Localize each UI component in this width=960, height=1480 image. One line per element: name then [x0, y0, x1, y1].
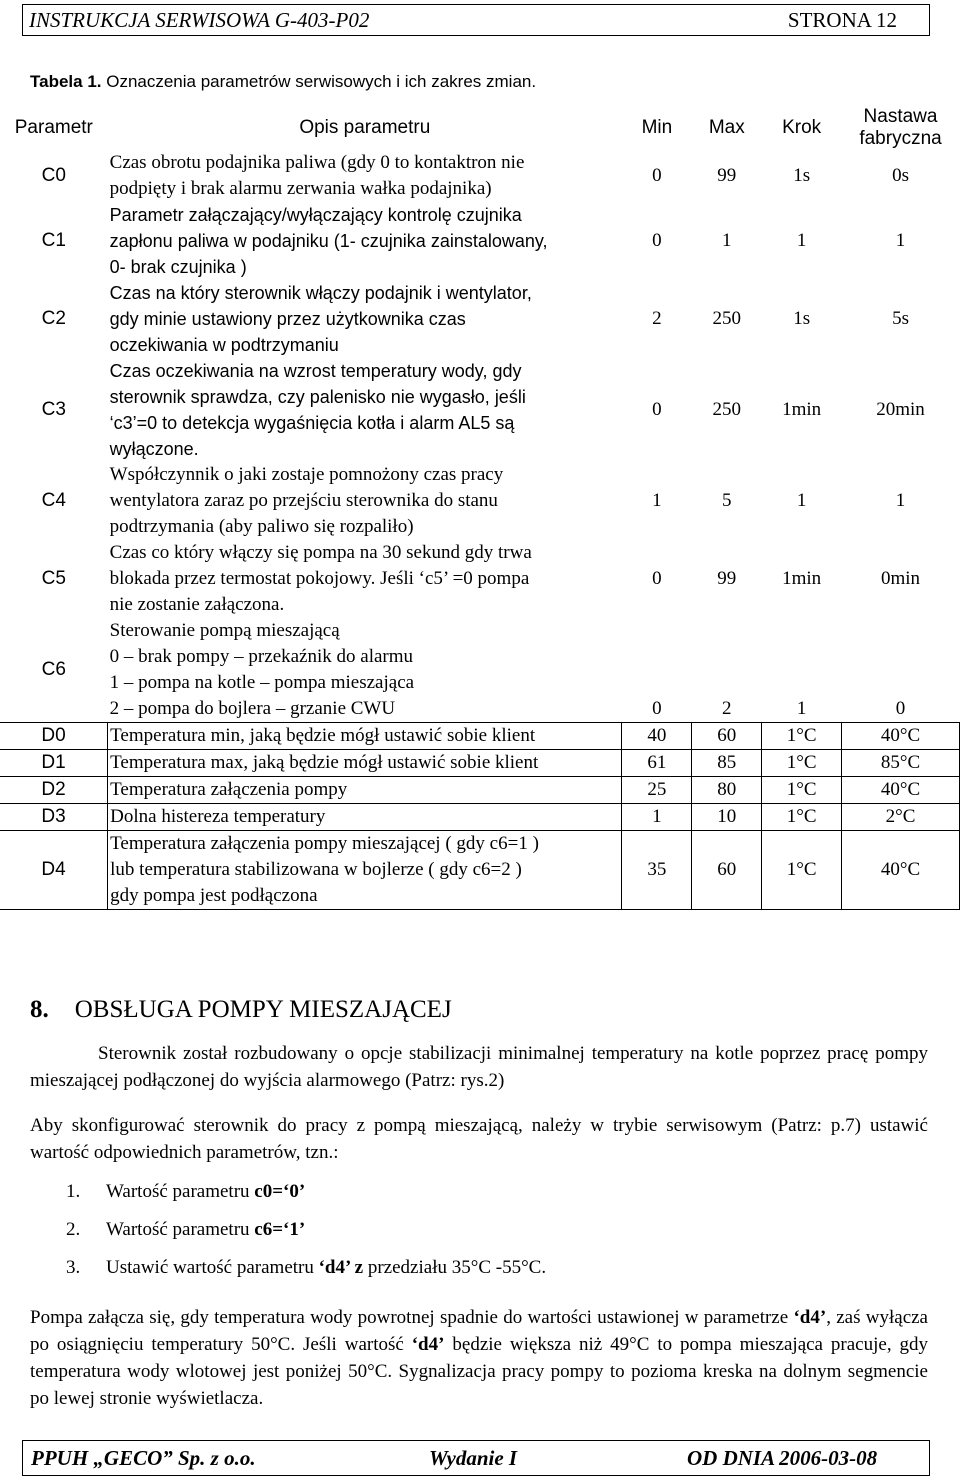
table-row: [0, 280, 960, 358]
param-code: C4: [41, 490, 66, 511]
table-header-row: [0, 106, 960, 150]
param-code: D1: [0, 750, 108, 777]
param-code: D2: [0, 777, 108, 804]
description-line: podtrzymania (aby paliwo się rozpaliło): [109, 516, 414, 537]
param-description: [108, 618, 622, 723]
param-code: D4: [0, 831, 108, 910]
description-line: Czas oczekiwania na wzrost temperatury wody, gdy: [109, 361, 522, 381]
section-title: OBSŁUGA POMPY MIESZAJĄCEJ: [74, 996, 452, 1023]
page-number: STRONA 12: [787, 8, 897, 32]
param-code: C5: [41, 568, 66, 589]
steps-list: [66, 1178, 546, 1292]
description-line: Współczynnik o jaki zostaje pomnożony czas pracy: [109, 464, 504, 485]
step-text: Wartość parametru: [106, 1181, 255, 1202]
param-default: 2°C: [842, 804, 960, 831]
description-line: podpięty i brak alarmu zerwania wałka podajnika): [109, 178, 492, 199]
paragraph-text: Pompa załącza się, gdy temperatura wody powrotnej spadnie do wartości ustawionej w parametrze: [30, 1307, 794, 1328]
description-line: 0- brak czujnika ): [109, 257, 247, 277]
page-footer: [22, 1440, 930, 1476]
parameter-table: [0, 106, 960, 910]
step-index: 2.: [66, 1219, 81, 1240]
description-line: Temperatura min, jaką będzie mógł ustawić sobie klient: [110, 725, 536, 746]
paragraph-pump: [30, 1304, 928, 1412]
param-min: 40: [622, 723, 692, 750]
step-index: 3.: [66, 1257, 81, 1278]
description-line: wyłączone.: [109, 439, 199, 459]
step-value: c0=‘0’: [254, 1181, 306, 1202]
param-step: 1°C: [762, 831, 842, 910]
description-line: ‘c3’=0 to detekcja wygaśnięcia kotła i alarm AL5 są: [109, 413, 515, 433]
table-caption-text: Oznaczenia parametrów serwisowych i ich zakres zmian.: [101, 72, 537, 91]
description-line: zapłonu paliwa w podajniku (1- czujnika zainstalowany,: [109, 231, 548, 251]
param-max: 99: [717, 568, 737, 589]
description-line: 1 – pompa na kotle – pompa mieszająca: [109, 672, 415, 693]
param-default: 0min: [880, 568, 921, 589]
param-default: 1: [895, 490, 906, 511]
table-row: [0, 750, 960, 777]
step-suffix: przedziału 35°C -55°C.: [363, 1257, 547, 1278]
param-step: 1: [796, 490, 807, 511]
header-krok: Krok: [782, 117, 822, 138]
param-code: C2: [41, 308, 66, 329]
param-min: 61: [622, 750, 692, 777]
header-nastawa: Nastawa fabryczna: [859, 106, 942, 149]
param-description: [108, 202, 622, 280]
description-line: Parametr załączający/wyłączający kontrolę czujnika: [109, 205, 522, 225]
param-step: 1°C: [762, 804, 842, 831]
param-max: 2: [722, 698, 732, 719]
step-item: [66, 1254, 546, 1292]
param-default: 1: [895, 230, 906, 251]
paragraph-config: Aby skonfigurować sterownik do pracy z pompą mieszającą, należy w trybie serwisowym (Patrz: p.7) ustawić wartość odpowiednich parametrów, tzn.:: [30, 1115, 928, 1163]
step-value: ‘d4’ z: [318, 1257, 364, 1278]
table-row: [0, 723, 960, 750]
description-line: wentylatora zaraz po przejściu sterownika do stanu: [109, 490, 498, 511]
footer-edition: Wydanie I: [429, 1446, 518, 1470]
param-min: 0: [652, 165, 662, 186]
param-default: 40°C: [842, 831, 960, 910]
description-line: lub temperatura stabilizowana w bojlerze ( gdy c6=2 ): [110, 859, 522, 880]
description-line: 0 – brak pompy – przekaźnik do alarmu: [109, 646, 414, 667]
param-step: 1°C: [762, 723, 842, 750]
description-line: Temperatura załączenia pompy mieszającej ( gdy c6=1 ): [110, 833, 539, 854]
param-description: [108, 804, 622, 831]
step-index: 1.: [66, 1181, 81, 1202]
param-max: 250: [712, 308, 742, 329]
param-max: 1: [722, 230, 732, 251]
param-step: 1s: [793, 165, 811, 186]
description-line: gdy pompa jest podłączona: [110, 885, 318, 906]
table-row: [0, 804, 960, 831]
param-description: [108, 150, 622, 202]
param-code: C0: [41, 165, 66, 186]
header-param: Parametr: [14, 117, 93, 138]
table-row: [0, 462, 960, 540]
param-min: 0: [652, 698, 662, 719]
param-description: [108, 777, 622, 804]
paragraph-text: będzie większa niż 49°C to pompa mieszająca pracuje, gdy temperatura wody wlotowej jest poniżej 50°C. Sygnalizacja pracy pompy to pozioma kreska na dolnym segmencie po lewej stronie wyświetlacza.: [30, 1334, 928, 1409]
description-line: 2 – pompa do bojlera – grzanie CWU: [109, 698, 396, 719]
table-row: [0, 150, 960, 202]
param-code: D3: [0, 804, 108, 831]
param-reference: ‘d4’: [411, 1334, 445, 1355]
description-line: nie zostanie załączona.: [109, 594, 285, 615]
param-max: 85: [692, 750, 762, 777]
param-step: 1°C: [762, 750, 842, 777]
param-max: 80: [692, 777, 762, 804]
document-title: INSTRUKCJA SERWISOWA G-403-P02: [29, 8, 370, 32]
param-max: 99: [717, 165, 737, 186]
description-line: blokada przez termostat pokojowy. Jeśli ‘c5’ =0 pompa: [109, 568, 530, 589]
param-step: 1min: [782, 568, 822, 589]
description-line: Czas obrotu podajnika paliwa (gdy 0 to kontaktron nie: [109, 152, 525, 173]
step-item: [66, 1178, 546, 1216]
param-description: [108, 750, 622, 777]
section-number: 8.: [30, 996, 49, 1023]
section-heading: [30, 996, 452, 1024]
param-default: 5s: [892, 308, 909, 329]
param-max: 250: [712, 399, 742, 420]
step-text: Wartość parametru: [106, 1219, 255, 1240]
param-min: 0: [652, 230, 662, 251]
param-max: 60: [692, 831, 762, 910]
description-line: Czas na który sterownik włączy podajnik i wentylator,: [109, 283, 532, 303]
param-description: [108, 280, 622, 358]
header-min: Min: [641, 117, 673, 138]
description-line: Temperatura załączenia pompy: [110, 779, 348, 800]
table-row: [0, 202, 960, 280]
param-code: C1: [41, 230, 66, 251]
footer-company: PPUH „GECO” Sp. z o.o.: [31, 1446, 256, 1470]
header-max: Max: [708, 117, 745, 138]
param-max: 5: [722, 490, 732, 511]
param-default: 0: [895, 698, 906, 719]
param-description: [108, 358, 622, 462]
param-default: 40°C: [842, 777, 960, 804]
table-row: [0, 540, 960, 618]
table-row: [0, 777, 960, 804]
step-item: [66, 1216, 546, 1254]
param-step: 1°C: [762, 777, 842, 804]
page-header: [22, 4, 930, 36]
param-step: 1s: [793, 308, 811, 329]
param-reference: ‘d4’: [793, 1307, 827, 1328]
param-default: 0s: [892, 165, 909, 186]
param-description: [108, 831, 622, 910]
param-step: 1min: [782, 399, 822, 420]
description-line: Dolna histereza temperatury: [110, 806, 326, 827]
step-text: Ustawić wartość parametru: [106, 1257, 319, 1278]
table-caption-label: Tabela 1.: [30, 72, 102, 91]
param-default: 85°C: [842, 750, 960, 777]
table-row: [0, 618, 960, 723]
description-line: sterownik sprawdza, czy palenisko nie wygasło, jeśli: [109, 387, 526, 407]
param-step: 1: [796, 230, 807, 251]
param-max: 60: [692, 723, 762, 750]
param-description: [108, 462, 622, 540]
description-line: Sterowanie pompą mieszającą: [109, 620, 340, 641]
param-min: 0: [652, 399, 662, 420]
step-value: c6=‘1’: [254, 1219, 306, 1240]
table-row: [0, 358, 960, 462]
param-max: 10: [692, 804, 762, 831]
param-min: 2: [652, 308, 662, 329]
param-min: 35: [622, 831, 692, 910]
param-description: [108, 540, 622, 618]
description-line: Czas co który włączy się pompa na 30 sekund gdy trwa: [109, 542, 532, 563]
paragraph-text: , zaś wyłącza po osiągnięciu temperatury 50°C. Jeśli wartość: [30, 1307, 928, 1355]
param-min: 1: [622, 804, 692, 831]
param-code: C6: [41, 659, 66, 680]
param-default: 20min: [876, 399, 925, 420]
footer-date: OD DNIA 2006-03-08: [687, 1446, 878, 1470]
param-code: C3: [41, 399, 66, 420]
header-desc: Opis parametru: [299, 117, 431, 138]
description-line: oczekiwania w podtrzymaniu: [109, 335, 339, 355]
table-caption: [30, 72, 536, 92]
description-line: Temperatura max, jaką będzie mógł ustawić sobie klient: [110, 752, 539, 773]
param-min: 25: [622, 777, 692, 804]
param-description: [108, 723, 622, 750]
param-min: 0: [652, 568, 662, 589]
param-step: 1: [796, 698, 807, 719]
param-default: 40°C: [842, 723, 960, 750]
param-min: 1: [652, 490, 662, 511]
param-code: D0: [0, 723, 108, 750]
table-row: [0, 831, 960, 910]
paragraph-intro: Sterownik został rozbudowany o opcje stabilizacji minimalnej temperatury na kotle poprzez pracę pompy mieszającej podłączonej do wyjścia alarmowego (Patrz: rys.2): [30, 1043, 928, 1091]
description-line: gdy minie ustawiony przez użytkownika czas: [109, 309, 466, 329]
